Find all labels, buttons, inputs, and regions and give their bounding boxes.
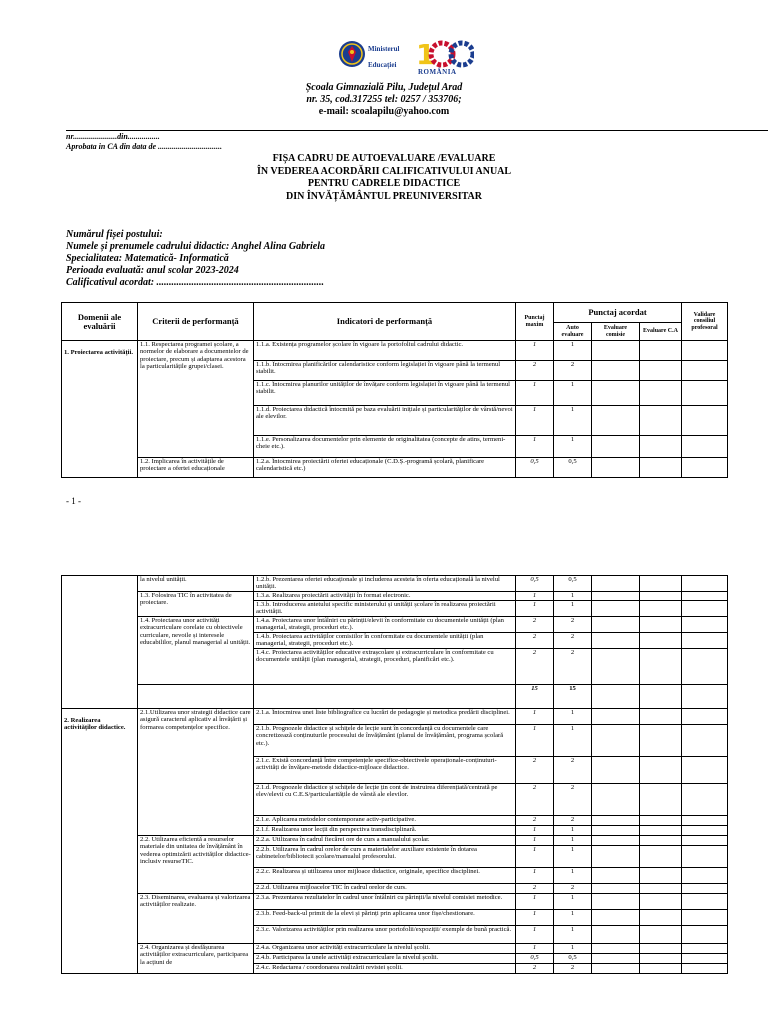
self-eval-cell: 1 [554,893,592,909]
max-score-cell: 1 [516,436,554,458]
self-eval-cell: 1 [554,825,592,835]
committee-eval-cell [592,845,640,867]
ca-eval-cell [640,591,682,600]
max-score-cell: 1 [516,909,554,925]
committee-eval-cell [592,616,640,632]
max-score-cell: 1 [516,406,554,436]
validation-cell [682,893,728,909]
svg-text:1: 1 [416,38,436,68]
committee-eval-cell [592,815,640,825]
ca-eval-cell [640,632,682,648]
committee-eval-cell [592,406,640,436]
indicator-cell: 2.2.b. Utilizarea în cadrul orelor de curs a materialelor auxiliare existente în dotarea cabinetelor/bibliotecii școlare/manualul profesorului. [254,845,516,867]
indicator-cell: 2.4.a. Organizarea unor activități extracurriculare la nivelul școlii. [254,943,516,953]
validation-cell [682,591,728,600]
self-eval-cell: 2 [554,756,592,783]
max-score-cell: 2 [516,616,554,632]
max-score-cell: 0,5 [516,576,554,592]
page-number: - 1 - [66,496,81,506]
indicator-cell: 2.2.d. Utilizarea mijloacelor TIC în cadrul orelor de curs. [254,883,516,893]
criterion-cell: 2.4. Organizarea și desfășurarea activităților extracurriculare, participarea la acțiuni de [138,943,254,973]
validation-cell [682,436,728,458]
ca-eval-cell [640,341,682,361]
ca-eval-cell [640,406,682,436]
school-address: nr. 35, cod.317255 tel: 0257 / 353706; [306,94,462,105]
header-logos [338,38,478,82]
self-eval-cell: 0,5 [554,458,592,478]
self-eval-cell: 1 [554,835,592,845]
validation-cell [682,867,728,883]
validation-cell [682,708,728,724]
indicator-cell: 2.4.b. Participarea la unele activități extracurriculare la nivelul școlii. [254,953,516,963]
committee-eval-cell [592,684,640,708]
header-validation: Validare consiliul profesoral [682,303,728,341]
self-eval-cell: 1 [554,381,592,406]
school-header [0,82,768,118]
indicator-cell: 1.2.b. Prezentarea ofertei educaționale și includerea acesteia în oferta educațională la nivelul unității. [254,576,516,592]
ca-eval-cell [640,867,682,883]
indicator-cell: 1.1.c. Întocmirea planurilor unităților de învățare conform legislației în vigoare până la termenul stabilit. [254,381,516,406]
self-eval-cell: 1 [554,406,592,436]
table-row [62,576,728,592]
indicator-cell: 1.4.c. Proiectarea activităților educative extrașcolare și extracurriculare în conformitate cu documentele unității (plan managerial, strategii, proceduri, planificări etc.). [254,648,516,684]
ca-eval-cell [640,724,682,756]
max-score-cell: 0,5 [516,458,554,478]
ca-eval-cell [640,883,682,893]
validation-cell [682,835,728,845]
committee-eval-cell [592,576,640,592]
committee-eval-cell [592,867,640,883]
max-score-cell: 2 [516,632,554,648]
validation-cell [682,909,728,925]
indicator-cell: 1.1.b. Întocmirea planificărilor calendaristice conform legislației în vigoare până la termenul stabilit. [254,361,516,381]
self-eval-cell: 1 [554,943,592,953]
validation-cell [682,406,728,436]
header-criteria: Criterii de performanță [138,303,254,341]
max-score-cell: 2 [516,815,554,825]
max-score-cell: 1 [516,591,554,600]
ca-eval-cell [640,909,682,925]
committee-eval-cell [592,835,640,845]
ca-eval-cell [640,361,682,381]
max-score-total: 15 [516,684,554,708]
self-eval-cell: 2 [554,815,592,825]
ca-eval-cell [640,616,682,632]
validation-cell [682,600,728,616]
ca-eval-cell [640,576,682,592]
ca-eval-cell [640,893,682,909]
ca-eval-cell [640,436,682,458]
validation-cell [682,783,728,815]
table-row [62,835,728,845]
criterion-cell: 2.3. Diseminarea, evaluarea și valorizarea activităților realizate. [138,893,254,943]
criterion-cell: 2.1.Utilizarea unor strategii didactice care asigură caracterul aplicativ al învățării și formarea competențelor specifice. [138,708,254,835]
header-divider [66,130,768,131]
table-row-total [62,684,728,708]
validation-cell [682,815,728,825]
ministry-crest-icon [338,40,366,68]
max-score-cell: 1 [516,825,554,835]
committee-eval-cell [592,632,640,648]
self-eval-cell: 1 [554,600,592,616]
self-eval-cell: 2 [554,963,592,973]
criterion-cell: 1.4. Proiectarea unor activități extracurriculare corelate cu obiectivele curriculare, nevoile și interesele educabililor, planul managerial al unității. [138,616,254,684]
max-score-cell: 2 [516,783,554,815]
committee-eval-cell [592,909,640,925]
max-score-cell: 1 [516,893,554,909]
domain-cell [62,576,138,709]
registration-block [66,132,222,152]
indicator-cell: 2.1.e. Aplicarea metodelor contemporane activ-participative. [254,815,516,825]
max-score-cell: 2 [516,648,554,684]
ca-eval-cell [640,815,682,825]
committee-eval-cell [592,825,640,835]
committee-eval-cell [592,381,640,406]
committee-eval-cell [592,783,640,815]
max-score-cell: 1 [516,600,554,616]
ca-eval-cell [640,963,682,973]
evaluation-table-page-2 [61,575,728,974]
indicator-cell: 1.1.e. Personalizarea documentelor prin elemente de originalitatea (concepte de atins, termeni-cheie etc.). [254,436,516,458]
validation-cell [682,963,728,973]
max-score-cell: 2 [516,756,554,783]
max-score-cell: 2 [516,361,554,381]
validation-cell [682,381,728,406]
self-eval-total: 15 [554,684,592,708]
ca-eval-cell [640,835,682,845]
header-awarded: Punctaj acordat [554,303,682,323]
self-eval-cell: 2 [554,883,592,893]
indicator-cell: 1.2.a. Întocmirea proiectării ofertei educaționale (C.D.Ș.-programă școlară, planificare calendaristică etc.) [254,458,516,478]
ca-eval-cell [640,756,682,783]
self-eval-cell: 0,5 [554,576,592,592]
committee-eval-cell [592,756,640,783]
committee-eval-cell [592,963,640,973]
indicator-cell: 1.4.a. Proiectarea unor întâlniri cu părinții/elevii în conformitate cu documentele unității (plan managerial, strategii, proceduri etc.). [254,616,516,632]
header-ca-eval: Evaluare C.A [640,323,682,341]
self-eval-cell: 1 [554,724,592,756]
self-eval-cell: 0,5 [554,953,592,963]
criterion-cell: la nivelul unității. [138,576,254,592]
indicator-cell: 2.1.b. Prognozele didactice și schițele de lecție sunt în concordanță cu documentele care concretizează conținuturile procesului de învățământ (planul de învățământ, programa școlară etc.). [254,724,516,756]
header-indicators: Indicatori de performanță [254,303,516,341]
max-score-cell: 1 [516,845,554,867]
self-eval-cell: 1 [554,867,592,883]
validation-cell [682,458,728,478]
page-gap [0,520,768,575]
ca-eval-cell [640,684,682,708]
indicator-cell: 2.1.d. Prognozele didactice și schițele de lecție țin cont de instruirea diferențiată/centrată pe elev/elevii cu C.E.S/particularitățile de vârstă ale elevilor. [254,783,516,815]
committee-eval-cell [592,361,640,381]
evaluation-table-page-1 [61,302,728,478]
max-score-cell: 2 [516,963,554,973]
ca-eval-cell [640,648,682,684]
indicator-cell: 1.1.a. Existența programelor școlare în vigoare la portofoliul cadrului didactic. [254,341,516,361]
committee-eval-cell [592,591,640,600]
validation-cell [682,724,728,756]
indicator-cell: 2.1.f. Realizarea unor lecții din perspectiva transdisciplinară. [254,825,516,835]
teacher-info: Numărul fișei postului: Numele și prenumele cadrului didactic: Anghel Alina Gabriela Specialitatea: Matematică- Informatică Perioada evaluată: anul scolar 2023-2024 Calificativul acordat: ................................................................... [66,229,325,288]
validation-cell [682,616,728,632]
max-score-cell: 1 [516,925,554,943]
indicator-cell: 2.2.a. Utilizarea în cadrul fiecărei ore de curs a manualului școlar. [254,835,516,845]
max-score-cell: 2 [516,883,554,893]
validation-cell [682,925,728,943]
indicator-cell: 1.4.b. Proiectarea activităților comisiilor în conformitate cu documentele unității (plan managerial, strategii, proceduri etc.). [254,632,516,648]
indicator-cell: 2.1.c. Există concordanță între competențele specifice-obiectivele operaționale-conținuturi-activități de învățare-metode didactice-mijloace didactice. [254,756,516,783]
self-eval-cell: 1 [554,925,592,943]
table-row [62,708,728,724]
table-row [62,591,728,600]
max-score-cell: 1 [516,835,554,845]
max-score-cell: 1 [516,867,554,883]
self-eval-cell: 2 [554,783,592,815]
indicator-cell [254,684,516,708]
validation-cell [682,648,728,684]
ministry-name: Ministerul Educației [368,45,400,69]
table-row [62,893,728,909]
approval-line: Aprobata in CA din data de ................................ [66,142,223,151]
committee-eval-cell [592,648,640,684]
self-eval-cell: 1 [554,845,592,867]
max-score-cell: 1 [516,708,554,724]
romania-wordmark: ROMÂNIA [418,68,457,76]
max-score-cell: 1 [516,724,554,756]
committee-eval-cell [592,943,640,953]
domain-cell: 2. Realizarea activităților didactice. [62,708,138,973]
validation-cell [682,632,728,648]
ca-eval-cell [640,458,682,478]
committee-eval-cell [592,925,640,943]
self-eval-cell: 1 [554,909,592,925]
ca-eval-cell [640,943,682,953]
committee-eval-cell [592,953,640,963]
self-eval-cell: 1 [554,591,592,600]
self-eval-cell: 2 [554,616,592,632]
max-score-cell: 1 [516,943,554,953]
committee-eval-cell [592,893,640,909]
validation-cell [682,825,728,835]
header-self-eval: Auto evaluare [554,323,592,341]
table-row [62,943,728,953]
committee-eval-cell [592,600,640,616]
self-eval-cell: 1 [554,341,592,361]
indicator-cell: 2.3.c. Valorizarea activităților prin realizarea unor portofolii/expoziții/ exemple de bună practică. [254,925,516,943]
validation-cell [682,845,728,867]
indicator-cell: 2.3.a. Prezentarea rezultatelor în cadrul unor întâlniri cu părinții/la nivelul comisiei metodice. [254,893,516,909]
document-title: FIȘA CADRU DE AUTOEVALUARE /EVALUARE ÎN VEDEREA ACORDĂRII CALIFICATIVULUI ANUAL PENTRU CADRELE DIDACTICE DIN ÎNVĂȚĂMÂNTUL PREUNIVERSITAR [256,153,512,202]
ca-eval-cell [640,825,682,835]
validation-cell [682,361,728,381]
indicator-cell: 2.2.c. Realizarea și utilizarea unor mijloace didactice, originale, specifice disciplinei. [254,867,516,883]
ca-eval-cell [640,600,682,616]
self-eval-cell: 1 [554,708,592,724]
indicator-cell: 1.3.a. Realizarea proiectării activității în format electronic. [254,591,516,600]
ca-eval-cell [640,845,682,867]
committee-eval-cell [592,341,640,361]
table-row [62,458,728,478]
header-domains: Domenii ale evaluării [62,303,138,341]
criterion-cell: 2.2. Utilizarea eficientă a resurselor materiale din unitatea de învățământ în vederea optimizării activităților didactice- inclusiv resurseTIC. [138,835,254,893]
table-row [62,341,728,361]
validation-cell [682,684,728,708]
self-eval-cell: 1 [554,436,592,458]
criterion-cell [138,684,254,708]
indicator-cell: 1.1.d. Proiectarea didactică întocmită pe baza evaluării inițiale și particularităților de vârstă/nevoi ale elevilor. [254,406,516,436]
committee-eval-cell [592,708,640,724]
max-score-cell: 0,5 [516,953,554,963]
max-score-cell: 1 [516,341,554,361]
validation-cell [682,341,728,361]
committee-eval-cell [592,436,640,458]
criterion-cell: 1.3. Folosirea TIC în activitatea de proiectare. [138,591,254,616]
criterion-cell: 1.1. Respectarea programei școlare, a normelor de elaborare a documentelor de proiectare, precum și adaptarea acestora la particularitățile grupei/clasei. [138,341,254,458]
validation-cell [682,756,728,783]
committee-eval-cell [592,883,640,893]
indicator-cell: 2.1.a. Întocmirea unei liste bibliografice cu lucrări de pedagogie și metodica predării disciplinei. [254,708,516,724]
self-eval-cell: 2 [554,648,592,684]
indicator-cell: 2.3.b. Feed-back-ul primit de la elevi și părinți prin aplicarea unor fișe/chestionare. [254,909,516,925]
domain-cell: 1. Proiectarea activității. [62,341,138,478]
max-score-cell: 1 [516,381,554,406]
indicator-cell: 2.4.c. Redactarea / coordonarea realizării revistei școlii. [254,963,516,973]
self-eval-cell: 2 [554,361,592,381]
ca-eval-cell [640,953,682,963]
centenary-logo-icon [416,38,474,68]
school-email: e-mail: scoalapilu@yahoo.com [318,106,450,117]
self-eval-cell: 2 [554,632,592,648]
header-committee-eval: Evaluare comisie [592,323,640,341]
indicator-cell: 1.3.b. Introducerea antetului specific ministerului și unității școlare în realizarea proiectării activității. [254,600,516,616]
registration-number: nr......................din................ [66,132,160,141]
header-max-score: Punctaj maxim [516,303,554,341]
ca-eval-cell [640,708,682,724]
validation-cell [682,883,728,893]
validation-cell [682,943,728,953]
validation-cell [682,953,728,963]
committee-eval-cell [592,724,640,756]
committee-eval-cell [592,458,640,478]
ca-eval-cell [640,783,682,815]
ca-eval-cell [640,381,682,406]
school-name: Școala Gimnazială Pilu, Județul Arad [305,82,463,93]
table-row [62,616,728,632]
criterion-cell: 1.2. Implicarea în activitățile de proiectare a ofertei educaționale [138,458,254,478]
validation-cell [682,576,728,592]
ca-eval-cell [640,925,682,943]
